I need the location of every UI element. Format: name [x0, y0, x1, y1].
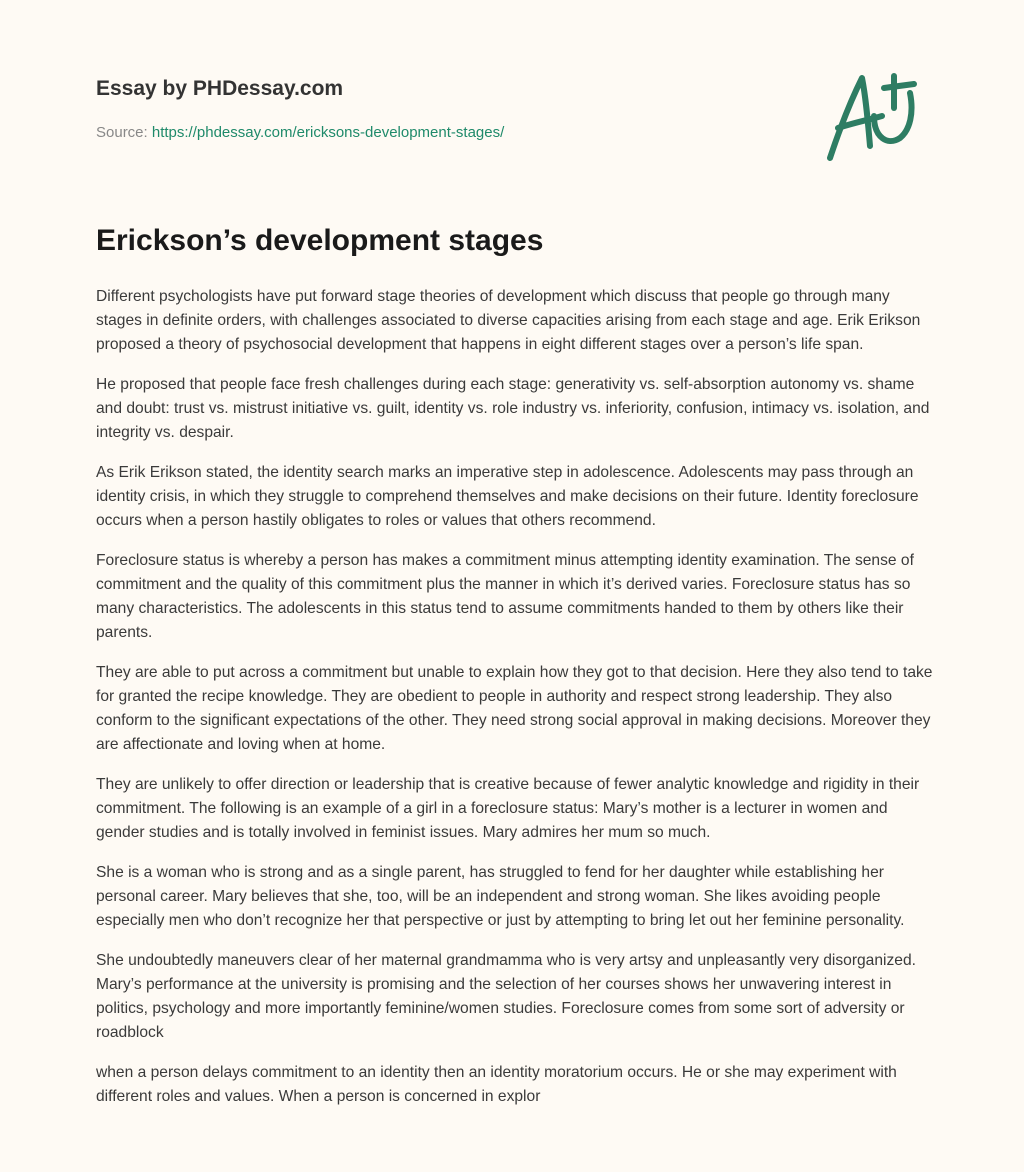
source-label: Source:: [96, 124, 148, 141]
essay-body: [96, 285, 934, 1125]
site-brand: Essay by PHDessay.com: [96, 77, 344, 100]
paragraph: They are unlikely to offer direction or leadership that is creative because of fewer analytic knowledge and rigidity in their commitment. The following is an example of a girl in a foreclosure status: Mary’s mother is a lecturer in women and gender studies and is totally involved in feminist issues. Mary admires her mum so much.: [96, 776, 920, 841]
paragraph: They are able to put across a commitment but unable to explain how they got to that decision. Here they also tend to take for granted the recipe knowledge. They are obedient to people in authority and respect strong leadership. They also conform to the significant expectations of the other. They need strong social approval in making decisions. Moreover they are affectionate and loving when at home.: [96, 664, 933, 753]
a-plus-logo-icon: [818, 68, 930, 168]
paragraph: Different psychologists have put forward stage theories of development which discuss that people go through many stages in definite orders, with challenges associated to diverse capacities arising from each stage and age. Erik Erikson proposed a theory of psychosocial development that happens in eight different stages over a person’s life span.: [96, 288, 921, 353]
paragraph: She undoubtedly maneuvers clear of her maternal grandmamma who is very artsy and unpleasantly very disorganized. Mary’s performance at the university is promising and the selection of her courses shows her unwavering interest in politics, psychology and more importantly feminine/women studies. Foreclosure comes from some sort of adversity or roadblock: [96, 952, 916, 1041]
paragraph: She is a woman who is strong and as a single parent, has struggled to fend for her daughter while establishing her personal career. Mary believes that she, too, will be an independent and strong woman. She likes avoiding people especially men who don’t recognize her that perspective or just by attempting to bring let out her feminine personality.: [96, 864, 905, 929]
paragraph: He proposed that people face fresh challenges during each stage: generativity vs. self-absorption autonomy vs. shame and doubt: trust vs. mistrust initiative vs. guilt, identity vs. role industry vs. inferiority, confusion, intimacy vs. isolation, and integrity vs. despair.: [96, 376, 930, 441]
paragraph: As Erik Erikson stated, the identity search marks an imperative step in adolescence. Adolescents may pass through an identity crisis, in which they struggle to comprehend themselves and make decisions on their future. Identity foreclosure occurs when a person hastily obligates to roles or values that others recommend.: [96, 464, 919, 529]
paragraph: when a person delays commitment to an identity then an identity moratorium occurs. He or she may experiment with different roles and values. When a person is concerned in explor: [96, 1064, 897, 1105]
paragraph: Foreclosure status is whereby a person has makes a commitment minus attempting identity examination. The sense of commitment and the quality of this commitment plus the manner in which it’s derived varies. Foreclosure status has so many characteristics. The adolescents in this status tend to assume commitments handed to them by others like their parents.: [96, 552, 914, 641]
page-title: Erickson’s development stages: [96, 224, 544, 257]
source-link[interactable]: https://phdessay.com/ericksons-development-stages/: [151, 124, 505, 141]
source-line: [96, 124, 504, 141]
